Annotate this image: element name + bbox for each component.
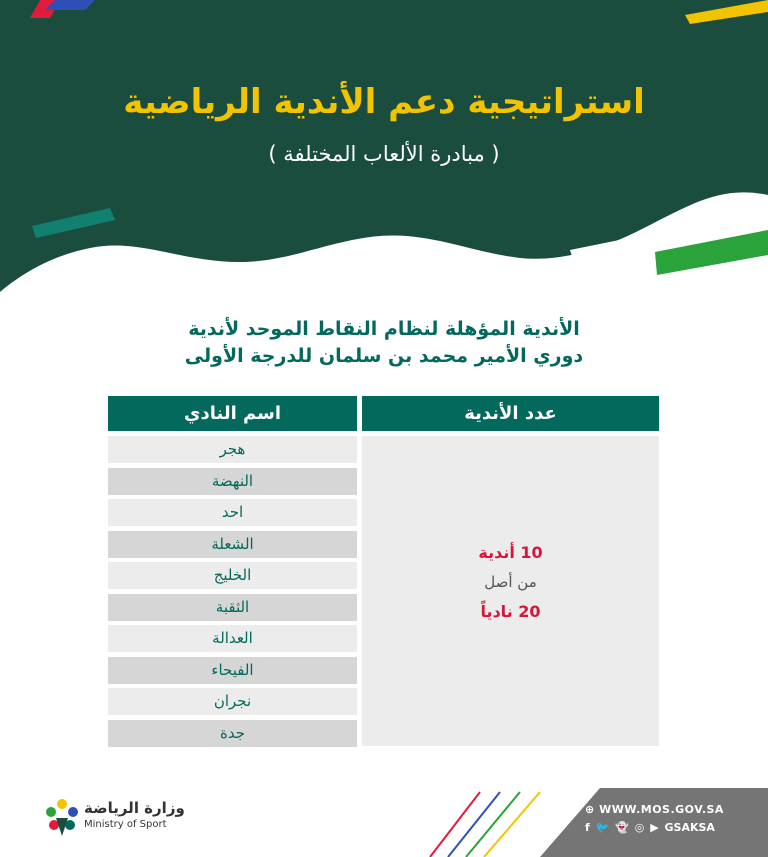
section-title-line1: الأندية المؤهلة لنظام النقاط الموحد لأندية xyxy=(188,318,580,340)
total-count: 20 نادياً xyxy=(480,602,541,621)
ministry-name-english: Ministry of Sport xyxy=(84,819,167,830)
facebook-icon[interactable]: f xyxy=(585,821,590,834)
table-row: نجران xyxy=(108,688,357,715)
website-link[interactable] xyxy=(585,803,724,816)
count-connector: من أصل xyxy=(484,573,537,591)
ministry-emblem-icon xyxy=(42,796,82,838)
table-row: النهضة xyxy=(108,468,357,495)
column-header-club-count: عدد الأندية xyxy=(362,396,659,431)
ministry-name-arabic: وزارة الرياضة xyxy=(84,799,185,817)
twitter-icon[interactable]: 🐦 xyxy=(595,821,610,834)
website-url: WWW.MOS.GOV.SA xyxy=(599,803,724,816)
table-row: العدالة xyxy=(108,625,357,652)
snapchat-icon[interactable]: 👻 xyxy=(615,821,629,834)
club-list xyxy=(108,436,357,751)
table-row: جدة xyxy=(108,720,357,747)
youtube-icon[interactable]: ▶ xyxy=(650,821,659,834)
table-row: الثقبة xyxy=(108,594,357,621)
table-row: الشعلة xyxy=(108,531,357,558)
qualified-count: 10 أندية xyxy=(478,543,543,562)
instagram-icon[interactable]: ◎ xyxy=(634,821,645,834)
page-subtitle: ( مبادرة الألعاب المختلفة ) xyxy=(268,142,500,166)
page-title: استراتيجية دعم الأندية الرياضية xyxy=(123,82,645,122)
table-row: هجر xyxy=(108,436,357,463)
table-row: احد xyxy=(108,499,357,526)
social-handle: GSAKSA xyxy=(664,821,715,834)
table-row: الخليج xyxy=(108,562,357,589)
ministry-logo xyxy=(42,796,185,838)
globe-icon: ⊕ xyxy=(585,803,595,816)
club-count-cell xyxy=(362,436,659,746)
social-handles xyxy=(585,821,717,834)
section-title-line2: دوري الأمير محمد بن سلمان للدرجة الأولى xyxy=(184,345,584,367)
column-header-club-name: اسم النادي xyxy=(108,396,357,431)
header-banner xyxy=(0,0,768,300)
table-row: الفيحاء xyxy=(108,657,357,684)
